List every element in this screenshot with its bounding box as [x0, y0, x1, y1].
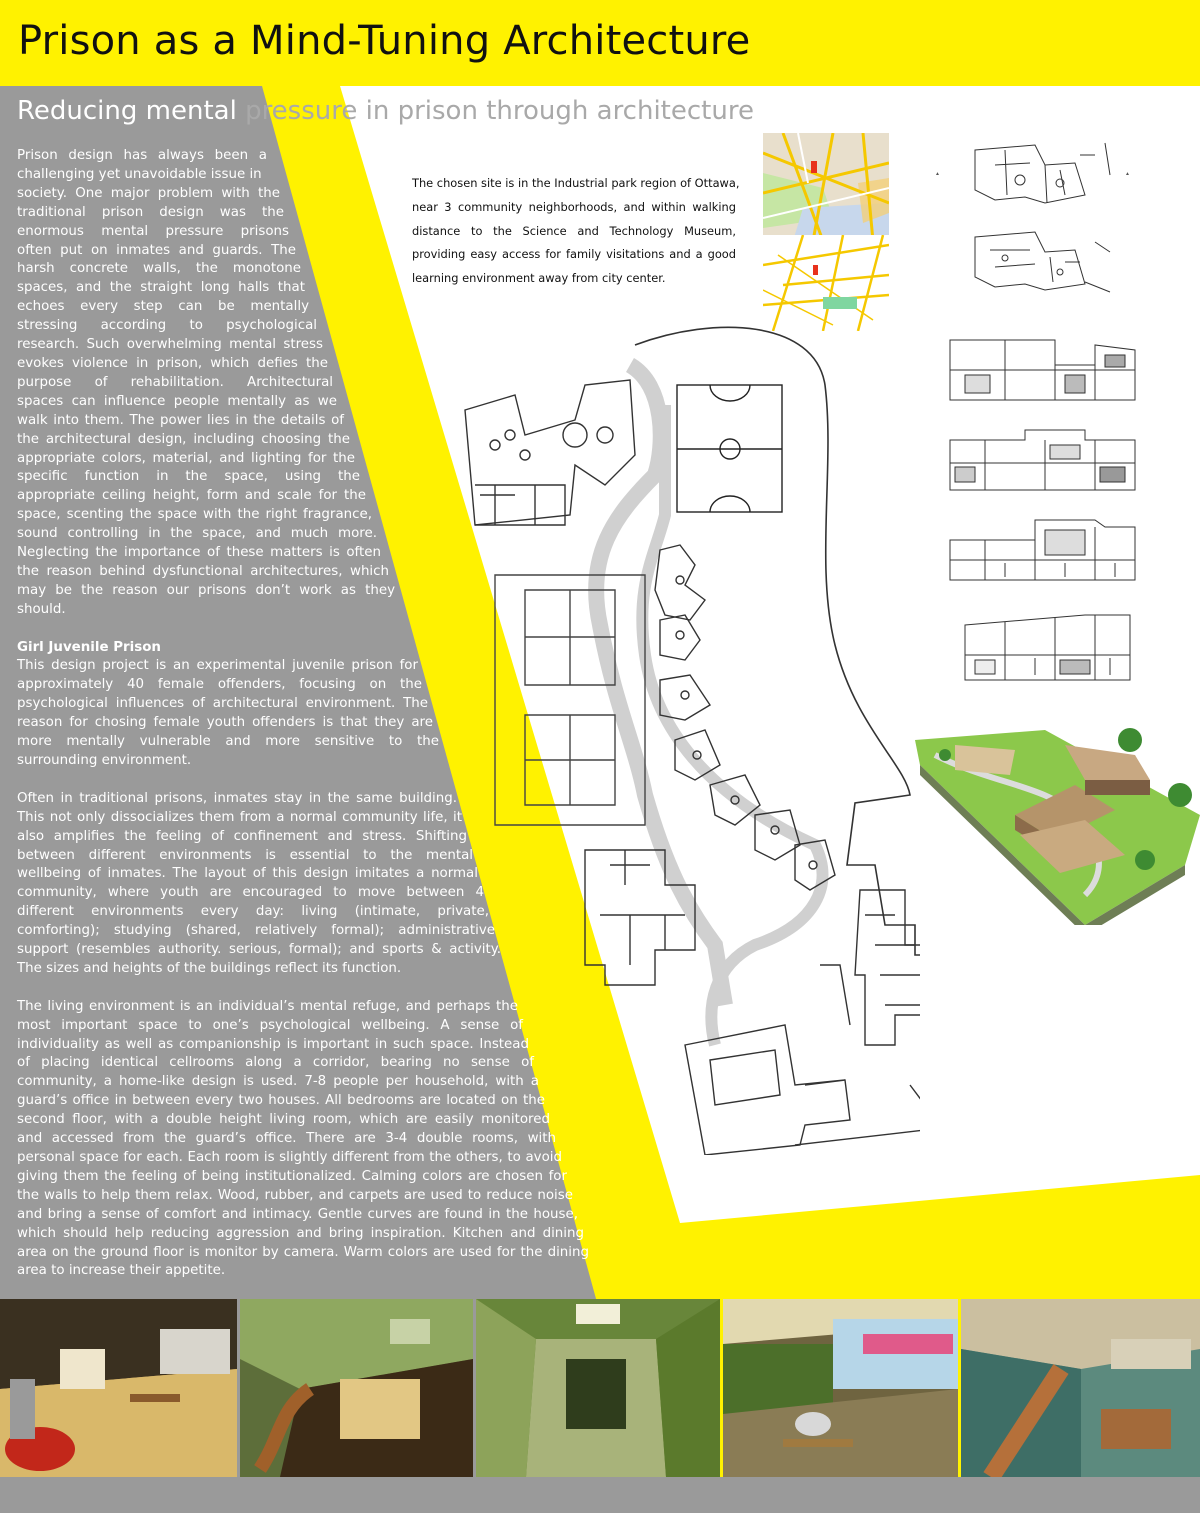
upper-floor-plan	[935, 222, 1135, 302]
para2-line: more mentally vulnerable and more sensitive to the	[17, 734, 439, 750]
para4-line: individuality as well as companionship is important in such space. Instead	[17, 1036, 529, 1052]
intro-line: traditional prison design was the	[17, 204, 284, 220]
subtitle-part-1: Reducing mental	[17, 96, 237, 126]
section-heading: Girl Juvenile Prison	[17, 639, 161, 655]
para3-line: This not only dissocializes them from a normal community life, it	[17, 809, 462, 825]
svg-text:▲: ▲	[1125, 171, 1130, 177]
site-line: providing easy access for family visitations and a good	[412, 247, 736, 262]
intro-line: appropriate ceiling height, form and scale for the	[17, 488, 366, 504]
para2-line: surrounding environment.	[17, 752, 192, 768]
intro-line: stressing according to psychological	[17, 318, 317, 334]
interior-render-1	[0, 1299, 237, 1477]
intro-line: enormous mental pressure prisons	[17, 223, 289, 239]
intro-line: Neglecting the importance of these matters is often	[17, 545, 381, 561]
intro-line: spaces can influence people mentally as we	[17, 393, 337, 409]
interior-render-4	[723, 1299, 958, 1477]
intro-line: specific function in the space, using the	[17, 469, 360, 485]
intro-line: spaces, and the straight long halls that	[17, 280, 305, 296]
intro-line: the architectural design, including choosing the	[17, 431, 350, 447]
interior-render-icon	[476, 1299, 720, 1477]
map-icon	[763, 235, 889, 331]
intro-line: may be the reason our prisons don’t work as they	[17, 582, 395, 598]
interior-render-icon	[0, 1299, 237, 1477]
site-description	[412, 172, 740, 291]
interior-render-5	[961, 1299, 1200, 1477]
para4-line: the walls to help them relax. Wood, rubber, and carpets are used to reduce noise	[17, 1187, 573, 1203]
interior-render-icon	[961, 1299, 1200, 1477]
site-detail-map	[763, 235, 889, 331]
site-line: The chosen site is in the Industrial park region of Ottawa,	[412, 176, 740, 190]
floor-plan-icon	[935, 143, 1130, 203]
interior-render-2	[240, 1299, 473, 1477]
section-drawing-a	[945, 335, 1140, 405]
para3-line: between different environments is essential to the mental	[17, 847, 473, 863]
section-drawing-icon	[950, 520, 1135, 580]
intro-line: appropriate colors, material, and lighting for the	[17, 450, 355, 466]
para2-line: psychological influences of architectural environment. The	[17, 696, 428, 712]
para4-line: giving them the feeling of being institutionalized. Calming colors are chosen for	[17, 1168, 567, 1184]
para3-line: different environments every day: living (intimate, private,	[17, 904, 489, 920]
para3-line: wellbeing of inmates. The layout of this design imitates a normal	[17, 866, 478, 882]
para4-line: and accessed from the guard’s office. There are 3-4 double rooms, with	[17, 1131, 556, 1147]
site-line: near 3 community neighborhoods, and within walking	[412, 199, 736, 214]
intro-line: harsh concrete walls, the monotone	[17, 261, 301, 277]
intro-line: echoes every step can be mentally	[17, 299, 309, 315]
map-icon	[763, 133, 889, 241]
intro-line: challenging yet unavoidable issue in	[17, 166, 262, 182]
ground-floor-plan	[935, 135, 1135, 215]
para3-line: community, where youth are encouraged to move between 4	[17, 885, 484, 901]
para4-line: of placing identical cellrooms along a corridor, bearing no sense of	[17, 1055, 534, 1071]
section-drawing-c	[945, 515, 1140, 585]
section-drawing-d	[945, 610, 1140, 685]
interior-render-strip	[0, 1299, 1200, 1477]
intro-line: sound controlling in the space, and much more.	[17, 526, 377, 542]
intro-line: space, scenting the space with the right fragrance,	[17, 507, 372, 523]
poster-title: Prison as a Mind-Tuning Architecture	[18, 18, 751, 64]
section-drawing-icon	[950, 340, 1135, 400]
para4-line: The living environment is an individual’s mental refuge, and perhaps the	[17, 998, 518, 1014]
para3-line: The sizes and heights of the buildings reflect its function.	[17, 960, 402, 976]
site-line: distance to the Science and Technology Museum,	[412, 223, 736, 238]
site-plan-drawing	[455, 325, 920, 1155]
para4-line: personal space for each. Each room is slightly different from the others, to avoid	[17, 1149, 562, 1165]
para4-line: second floor, with a double height living room, which are easily monitored	[17, 1112, 550, 1128]
para4-line: area to increase their appetite.	[17, 1263, 226, 1279]
intro-line: often put on inmates and guards. The	[17, 242, 296, 258]
para4-line: area on the ground floor is monitor by camera. Warm colors are used for the dining	[17, 1244, 589, 1260]
para4-line: community, a home-like design is used. 7-8 people per household, with a	[17, 1074, 539, 1090]
intro-line: walk into them. The power lies in the details of	[17, 412, 344, 428]
section-drawing-b	[945, 425, 1140, 495]
intro-line: purpose of rehabilitation. Architectural	[17, 374, 333, 390]
para3-line: comforting); studying (shared, relatively formal); administrative	[17, 923, 495, 939]
interior-render-3	[476, 1299, 720, 1477]
section-drawing-icon	[965, 615, 1130, 680]
site-line: learning environment away from city center.	[412, 271, 666, 286]
floor-plan-icon	[465, 327, 920, 1155]
para4-line: and bring a sense of comfort and intimacy. Gentle curves are found in the house,	[17, 1206, 578, 1222]
intro-line: society. One major problem with the	[17, 185, 280, 201]
intro-line: research. Such overwhelming mental stress	[17, 337, 323, 353]
axonometric-icon	[915, 728, 1200, 925]
para4-line: most important space to one’s psychological wellbeing. A sense of	[17, 1017, 523, 1033]
site-context-map	[763, 133, 889, 241]
subtitle-part-2: pressure in prison through architecture	[245, 96, 754, 126]
para4-line: which should help reducing aggression and bring inspiration. Kitchen and dining	[17, 1225, 584, 1241]
interior-render-icon	[240, 1299, 473, 1477]
para3-line: support (resembles authority. serious, formal); and sports & activity.	[17, 942, 501, 958]
intro-line: evokes violence in prison, which defies the	[17, 355, 328, 371]
intro-line: should.	[17, 601, 66, 617]
para2-line: This design project is an experimental juvenile prison for	[17, 658, 418, 674]
axonometric-view	[915, 725, 1200, 925]
floor-plan-icon	[975, 232, 1110, 292]
para3-line: also amplifies the feeling of confinement and stress. Shifting	[17, 828, 467, 844]
para2-line: reason for chosing female youth offenders is that they are	[17, 715, 433, 731]
poster-subtitle	[17, 96, 754, 126]
intro-line: Prison design has always been a	[17, 148, 267, 163]
interior-render-icon	[723, 1299, 958, 1477]
para3-line: Often in traditional prisons, inmates stay in the same building.	[17, 790, 457, 806]
intro-line: the reason behind dysfunctional architectures, which	[17, 563, 389, 579]
section-drawing-icon	[950, 430, 1135, 490]
para4-line: guard’s office in between every two houses. All bedrooms are located on the	[17, 1093, 545, 1109]
para2-line: approximately 40 female offenders, focusing on the	[17, 677, 422, 693]
svg-text:▲: ▲	[935, 171, 940, 177]
